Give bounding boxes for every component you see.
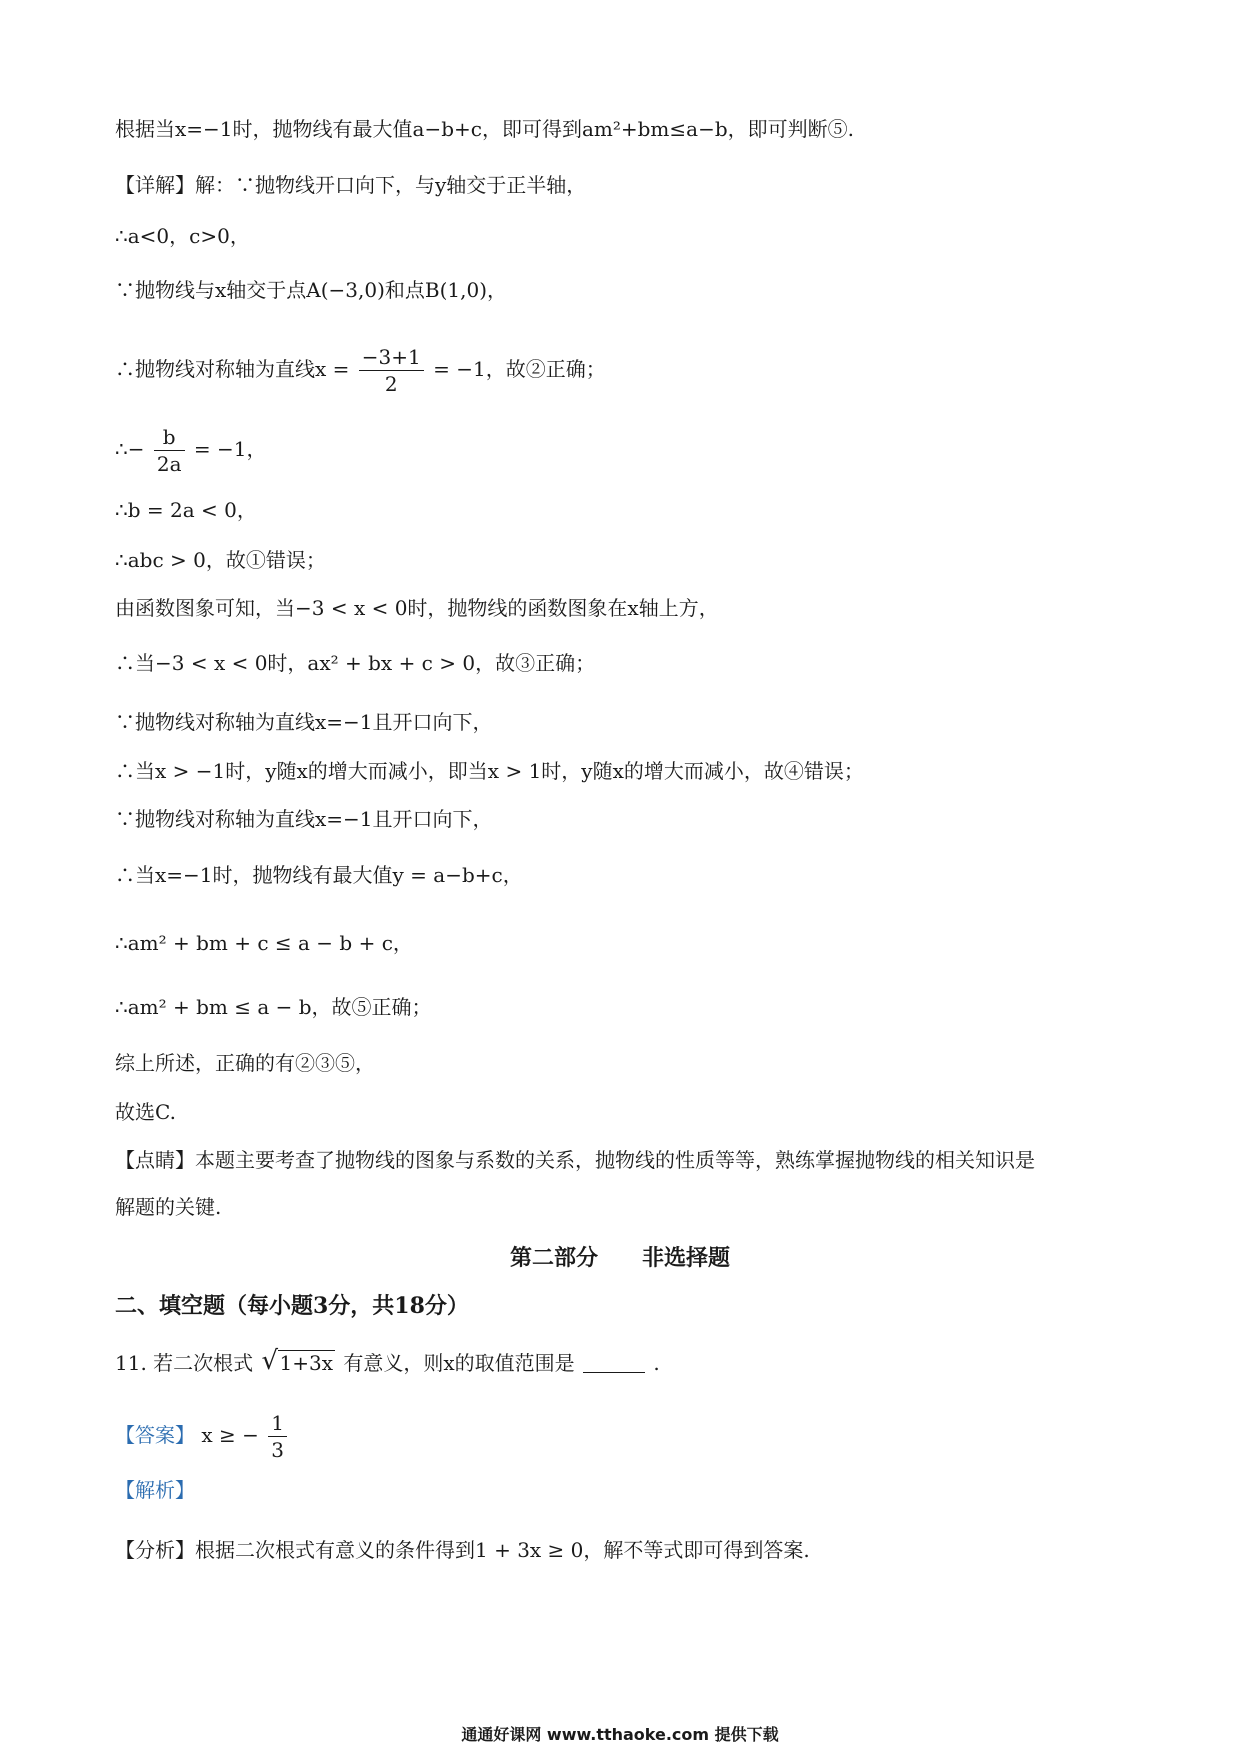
text-line: 综上所述，正确的有②③⑤， bbox=[115, 1051, 375, 1075]
text-line: ∴当−3 < x < 0时，ax² + bx + c > 0，故③正确； bbox=[115, 651, 596, 675]
text: = −1，故②正确； bbox=[433, 357, 606, 381]
text-line: ∴a<0，c>0， bbox=[115, 224, 250, 248]
fraction-numerator: b bbox=[154, 424, 185, 451]
text-line: 【点睛】本题主要考查了抛物线的图象与系数的关系，抛物线的性质等等，熟练掌握抛物线的相关知识是 bbox=[115, 1148, 1035, 1172]
question-11 bbox=[115, 1348, 660, 1378]
answer-line bbox=[115, 1410, 290, 1463]
text-line: ∴b = 2a < 0， bbox=[115, 498, 257, 522]
fraction bbox=[268, 1410, 287, 1463]
question-text: 11. 若二次根式 bbox=[115, 1351, 254, 1375]
part-heading: 第二部分 非选择题 bbox=[509, 1245, 730, 1271]
question-text: . bbox=[653, 1351, 660, 1375]
fraction-denominator: 2a bbox=[156, 452, 182, 476]
text-line: 解题的关键. bbox=[115, 1195, 222, 1219]
text-line: ∴当x > −1时，y随x的增大而减小，即当x > 1时，y随x的增大而减小，故④错误； bbox=[115, 759, 864, 783]
text: = −1， bbox=[193, 437, 267, 461]
answer-expression: x ≥ − bbox=[201, 1423, 259, 1447]
text-line: 根据当x=−1时，抛物线有最大值a−b+c，即可得到am²+bm≤a−b，即可判断⑤. bbox=[115, 117, 854, 141]
text-line: ∵抛物线与x轴交于点A(−3,0)和点B(1,0)， bbox=[115, 278, 508, 302]
text-line: ∴am² + bm ≤ a − b，故⑤正确； bbox=[115, 995, 432, 1019]
square-root bbox=[262, 1348, 336, 1378]
answer-tag: 【答案】 bbox=[115, 1423, 195, 1447]
question-text: 有意义，则x的取值范围是 bbox=[343, 1351, 575, 1375]
text-line: ∴abc > 0，故①错误； bbox=[115, 548, 326, 572]
text-line: 故选C. bbox=[115, 1100, 176, 1124]
text: ∴− bbox=[115, 437, 145, 461]
fraction bbox=[154, 424, 185, 477]
text-line: 由函数图象可知，当−3 < x < 0时，抛物线的函数图象在x轴上方， bbox=[115, 596, 719, 620]
section-heading: 二、填空题（每小题3分，共18分） bbox=[115, 1293, 469, 1319]
analysis-line: 【分析】根据二次根式有意义的条件得到1 + 3x ≥ 0，解不等式即可得到答案. bbox=[115, 1538, 810, 1562]
fraction-denominator: 2 bbox=[384, 372, 398, 396]
text-line-fraction bbox=[115, 344, 606, 397]
text-line: ∵抛物线对称轴为直线x=−1且开口向下， bbox=[115, 710, 493, 734]
text-line: ∴am² + bm + c ≤ a − b + c， bbox=[115, 931, 413, 955]
fraction-numerator: −3+1 bbox=[359, 344, 424, 371]
text-line: ∵抛物线对称轴为直线x=−1且开口向下， bbox=[115, 807, 493, 831]
radical-icon: √ bbox=[261, 1346, 279, 1376]
radicand: 1+3x bbox=[279, 1351, 334, 1375]
answer-blank bbox=[583, 1352, 645, 1373]
text-line-fraction bbox=[115, 424, 266, 477]
page-footer: 通通好课网 www.tthaoke.com 提供下载 bbox=[461, 1725, 779, 1744]
analysis-tag: 【解析】 bbox=[115, 1478, 195, 1502]
text-line: 【详解】解：∵抛物线开口向下，与y轴交于正半轴， bbox=[115, 173, 587, 197]
fraction bbox=[359, 344, 424, 397]
text: ∴抛物线对称轴为直线x = bbox=[115, 357, 350, 381]
fraction-denominator: 3 bbox=[271, 1438, 284, 1462]
text-line: ∴当x=−1时，抛物线有最大值y = a−b+c， bbox=[115, 863, 523, 887]
fraction-numerator: 1 bbox=[268, 1410, 287, 1437]
